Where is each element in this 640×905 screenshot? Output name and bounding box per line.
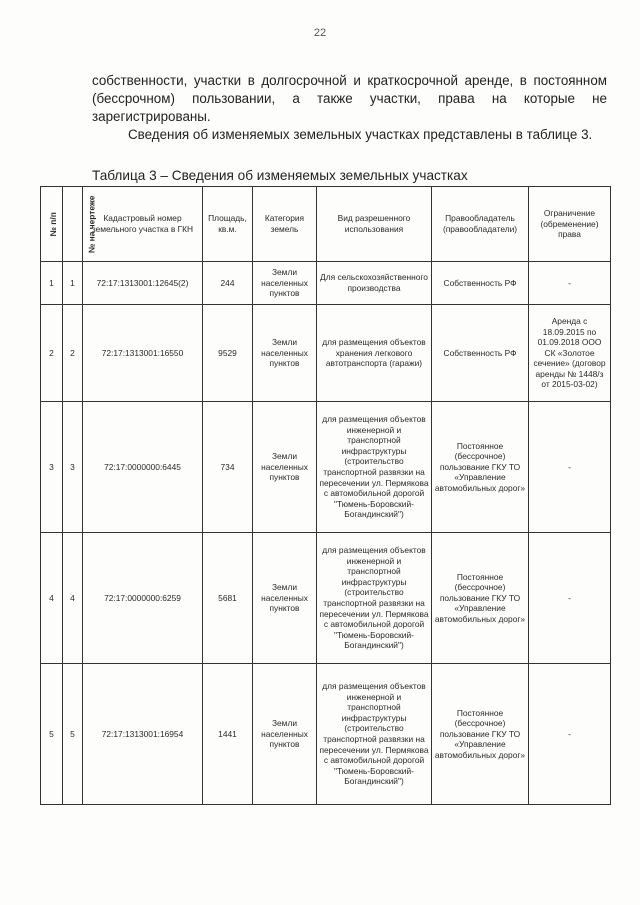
cell-category: Земли населенных пунктов <box>253 262 317 305</box>
cell-drawing-num: 3 <box>63 402 83 533</box>
cell-owner: Постоянное (бессрочное) пользование ГКУ ТО «Управление автомобильных дорог» <box>432 664 529 805</box>
table-row <box>41 262 611 305</box>
cell-usage: для размещения объектов инженерной и транспортной инфраструктуры (строительство транспортной развязки на пересечении ул. Пермякова с автомобильной дорогой "Тюмень-Боровский-Богандинский") <box>317 533 432 664</box>
table-row <box>41 533 611 664</box>
cell-num: 3 <box>41 402 63 533</box>
cell-usage: для размещения объектов инженерной и транспортной инфраструктуры (строительство транспортной развязки на пересечении ул. Пермякова с автомобильной дорогой "Тюмень-Боровский-Богандинский") <box>317 402 432 533</box>
cell-usage: для размещения объектов хранения легкового автотранспорта (гаражи) <box>317 305 432 402</box>
cell-cadastral: 72:17:0000000:6445 <box>83 402 203 533</box>
cell-area: 734 <box>203 402 253 533</box>
paragraph-ownership: собственности, участки в долгосрочной и краткосрочной аренде, в постоянном (бессрочном) пользовании, а также участки, права на которые не зарегистрированы. <box>92 73 607 124</box>
land-plots-table <box>40 186 611 805</box>
cell-category: Земли населенных пунктов <box>253 305 317 402</box>
cell-restriction: - <box>529 402 611 533</box>
cell-cadastral: 72:17:1313001:12645(2) <box>83 262 203 305</box>
cell-area: 5681 <box>203 533 253 664</box>
cell-restriction: - <box>529 533 611 664</box>
cell-category: Земли населенных пунктов <box>253 533 317 664</box>
cell-owner: Постоянное (бессрочное) пользование ГКУ ТО «Управление автомобильных дорог» <box>432 402 529 533</box>
header-drawing-num: № на чертеже <box>63 187 83 262</box>
cell-drawing-num: 4 <box>63 533 83 664</box>
cell-owner: Постоянное (бессрочное) пользование ГКУ ТО «Управление автомобильных дорог» <box>432 533 529 664</box>
cell-drawing-num: 2 <box>63 305 83 402</box>
cell-restriction: - <box>529 664 611 805</box>
cell-num: 2 <box>41 305 63 402</box>
cell-restriction: Аренда с 18.09.2015 по 01.09.2018 ООО СК «Золотое сечение» (договор аренды № 1448/з от 2015-03-02) <box>529 305 611 402</box>
header-owner: Правообладатель (правообладатели) <box>432 187 529 262</box>
cell-owner: Собственность РФ <box>432 262 529 305</box>
cell-area: 9529 <box>203 305 253 402</box>
page-number: 22 <box>313 27 327 39</box>
paragraph-table-reference: Сведения об изменяемых земельных участках представлены в таблице 3. <box>128 127 593 142</box>
cell-cadastral: 72:17:1313001:16550 <box>83 305 203 402</box>
cell-area: 1441 <box>203 664 253 805</box>
header-category: Категория земель <box>253 187 317 262</box>
header-restriction: Ограничение (обременение) права <box>529 187 611 262</box>
cell-area: 244 <box>203 262 253 305</box>
table-row <box>41 664 611 805</box>
header-num: № п/п <box>41 187 63 262</box>
cell-owner: Собственность РФ <box>432 305 529 402</box>
cell-usage: для размещения объектов инженерной и транспортной инфраструктуры (строительство транспортной развязки на пересечении ул. Пермякова с автомобильной дорогой "Тюмень-Боровский-Богандинский") <box>317 664 432 805</box>
header-cadastral: Кадастровый номер земельного участка в ГКН <box>83 187 203 262</box>
table-row <box>41 305 611 402</box>
cell-category: Земли населенных пунктов <box>253 402 317 533</box>
cell-num: 1 <box>41 262 63 305</box>
cell-restriction: - <box>529 262 611 305</box>
header-usage: Вид разрешенного использования <box>317 187 432 262</box>
cell-usage: Для сельскохозяйственного производства <box>317 262 432 305</box>
cell-cadastral: 72:17:1313001:16954 <box>83 664 203 805</box>
cell-num: 4 <box>41 533 63 664</box>
table-header-row <box>41 187 611 262</box>
cell-num: 5 <box>41 664 63 805</box>
table-row <box>41 402 611 533</box>
cell-category: Земли населенных пунктов <box>253 664 317 805</box>
cell-cadastral: 72:17:0000000:6259 <box>83 533 203 664</box>
cell-drawing-num: 1 <box>63 262 83 305</box>
table-caption: Таблица 3 – Сведения об изменяемых земельных участках <box>92 168 468 183</box>
cell-drawing-num: 5 <box>63 664 83 805</box>
header-area: Площадь, кв.м. <box>203 187 253 262</box>
